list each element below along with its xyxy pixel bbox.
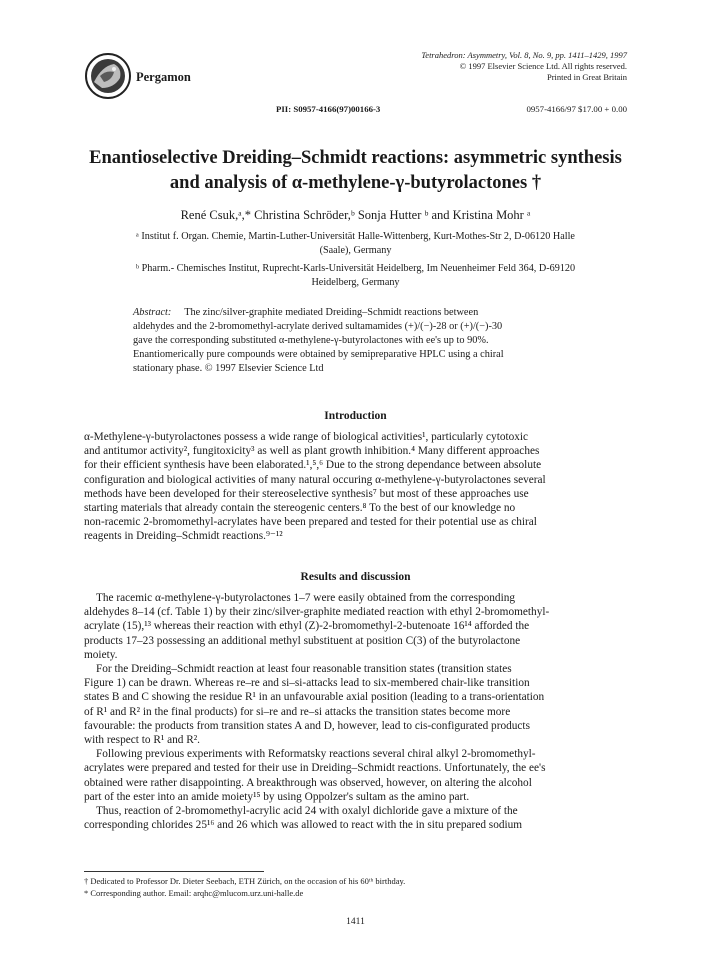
issn-price: 0957-4166/97 $17.00 + 0.00 (526, 104, 627, 114)
text-line: obtained were rather disappointing. A breakthrough was observed, however, on altering the alcohol (84, 776, 532, 789)
publisher-name: Pergamon (136, 70, 191, 84)
abstract-line: Enantiomerically pure compounds were obtained by semipreparative HPLC using a chiral (133, 349, 504, 360)
footnote-divider (84, 871, 264, 872)
copyright-line: © 1997 Elsevier Science Ltd. All rights reserved. (459, 61, 627, 71)
affiliation-a-line-1: ᵃ Institut f. Organ. Chemie, Martin-Luther-Universität Halle-Wittenberg, Kurt-Mothes-Str 2, D-06120 Halle (136, 231, 575, 242)
abstract-first-line: The zinc/silver-graphite mediated Dreiding–Schmidt reactions between (184, 307, 479, 318)
affiliation-b-line-2: Heidelberg, Germany (311, 276, 400, 288)
paper-title (70, 146, 641, 196)
pergamon-logo-icon (84, 52, 132, 100)
text-line: aldehydes 8–14 (cf. Table 1) by their zinc/silver-graphite mediated reaction with ethyl 2-bromomethyl- (84, 606, 550, 619)
introduction-text (84, 430, 627, 544)
text-line: moiety. (84, 648, 118, 661)
abstract-line: gave the corresponding substituted α-methylene-γ-butyrolactones with ee's up to 90%. (133, 335, 489, 346)
text-line: acrylate (15),¹³ whereas their reaction with ethyl (Z)-2-bromomethyl-2-butenoate 16¹⁴ afforded the (84, 620, 530, 633)
text-line: Thus, reaction of 2-bromomethyl-acrylic acid 24 with oxalyl dichloride gave a mixture of the (96, 805, 518, 818)
printed-line: Printed in Great Britain (546, 72, 627, 82)
text-line: of R¹ and R² in the final products) for si–re and re–si attacks the transition states become more (84, 705, 511, 718)
text-line: products 17–23 possessing an additional methyl substituent at position C(3) of the butyrolactone (84, 634, 521, 647)
introduction-heading: Introduction (324, 410, 387, 422)
text-line: part of the ester into an amide moiety¹⁵ by using Oppolzer's sultam as the amino part. (84, 790, 470, 803)
footnotes (84, 875, 627, 899)
abstract-label: Abstract: (133, 307, 172, 318)
results-heading: Results and discussion (300, 571, 411, 583)
abstract-line: aldehydes and the 2-bromomethyl-acrylate derived sultamamides (+)/(−)-28 or (+)/(−)-30 (133, 321, 503, 332)
affiliation-b-line-1: ᵇ Pharm.- Chemisches Institut, Ruprecht-Karls-Universität Heidelberg, Im Neuenheimer Feld 364, D-69120 (135, 263, 576, 274)
text-line: and antitumor activity², fungitoxicity³ as well as plant growth inhibition.⁴ Many different approaches (84, 445, 540, 458)
text-line: Figure 1) can be drawn. Whereas re–re and si–si-attacks lead to six-membered chair-like transition (84, 677, 530, 690)
text-line: for their efficient synthesis have been elaborated.¹,⁵,⁶ Due to the strong dependance between absolute (84, 459, 542, 472)
text-line: acrylates were prepared and tested for their use in Dreiding–Schmidt reactions. Unfortunately, the ee's (84, 762, 546, 775)
text-line: reagents in Dreiding–Schmidt reactions.⁹⁻¹² (84, 530, 283, 543)
page-number: 1411 (346, 917, 365, 927)
author-list: René Csuk,ᵃ,* Christina Schröder,ᵇ Sonja Hutter ᵇ and Kristina Mohr ᵃ (180, 208, 531, 222)
affiliation-a-line-2: (Saale), Germany (319, 244, 392, 256)
affiliation-a (84, 230, 627, 257)
text-line: configuration and biological activities of many natural occuring α-methylene-γ-butyrolactones several (84, 473, 546, 486)
results-text (84, 591, 627, 832)
text-line: For the Dreiding–Schmidt reaction at least four reasonable transition states (transition states (96, 663, 512, 676)
text-line: Following previous experiments with Reformatsky reactions several chiral alkyl 2-bromomethyl- (96, 748, 536, 761)
title-line-2: and analysis of α-methylene-γ-butyrolactones † (169, 173, 542, 193)
text-line: states B and C showing the residue R¹ in an unfavourable axial position (leading to a trans-orientation (84, 691, 545, 704)
text-line: corresponding chlorides 25¹⁶ and 26 which was allowed to react with the in situ prepared sodium (84, 819, 523, 832)
abstract-line: stationary phase. © 1997 Elsevier Science Ltd (133, 363, 324, 374)
abstract (133, 306, 578, 376)
text-line: starting materials that already contain the stereogenic centers.⁸ To the best of our knowledge no (84, 502, 516, 515)
text-line: with respect to R¹ and R². (84, 734, 200, 747)
journal-info (307, 50, 627, 83)
affiliation-b (84, 262, 627, 289)
abstract-line-1 (133, 306, 578, 320)
pii-identifier: PII: S0957-4166(97)00166-3 (276, 104, 381, 114)
text-line: α-Methylene-γ-butyrolactones possess a wide range of biological activities¹, particularly cytotoxic (84, 431, 529, 443)
text-line: The racemic α-methylene-γ-butyrolactones 1–7 were easily obtained from the corresponding (96, 592, 516, 604)
footnote-corresponding: * Corresponding author. Email: arqhc@mlucom.urz.uni-halle.de (84, 888, 304, 898)
text-line: favourable: the products from transition states A and D, however, lead to cis-configurated products (84, 719, 530, 732)
title-line-1: Enantioselective Dreiding–Schmidt reactions: asymmetric synthesis (89, 148, 622, 168)
journal-citation: Tetrahedron: Asymmetry, Vol. 8, No. 9, pp. 1411–1429, 1997 (421, 50, 627, 60)
text-line: non-racemic 2-bromomethyl-acrylates have been prepared and tested for their potential use as chiral (84, 516, 537, 529)
footnote-dedication: † Dedicated to Professor Dr. Dieter Seebach, ETH Zürich, on the occasion of his 60ᵗʰ birthday. (84, 876, 406, 886)
text-line: methods have been developed for their stereoselective synthesis⁷ but most of these approaches use (84, 487, 529, 500)
